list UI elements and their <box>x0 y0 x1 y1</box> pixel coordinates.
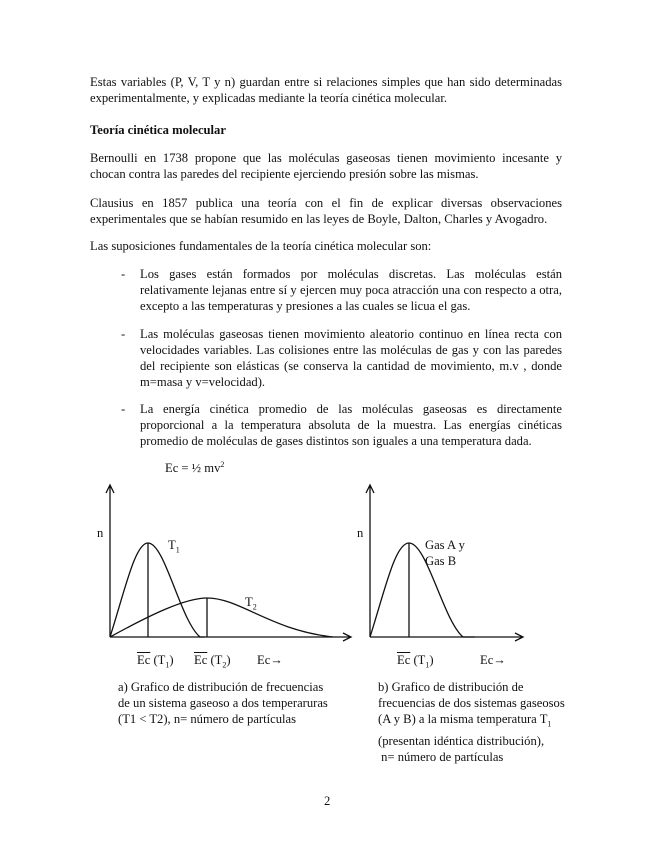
label: T <box>168 538 176 552</box>
figure-b-y-axis <box>366 485 374 637</box>
tick-ec-t2 <box>194 652 231 674</box>
figure-b-x-axis <box>370 633 523 641</box>
line <box>378 711 565 733</box>
figure-a-caption <box>118 679 328 727</box>
line: experimentales que se habían resumido en las leyes de Boyle, Dalton, Charles y Avogadro. <box>90 212 548 226</box>
label: T <box>245 595 253 609</box>
figure-b-caption <box>378 679 565 765</box>
line: Gas B <box>425 554 457 568</box>
line: a) Grafico de distribución de frecuencias <box>118 680 324 694</box>
suposiciones-text: Las suposiciones fundamentales de la teoría cinética molecular son: <box>90 239 432 253</box>
bullet-marker: - <box>121 327 126 341</box>
text: presentan idéntica distribución), <box>382 733 545 748</box>
line <box>378 733 565 749</box>
figure-a-y-axis <box>106 485 114 637</box>
line: (T1 < T2), n= número de partículas <box>118 712 296 726</box>
bullet-marker: - <box>121 402 126 416</box>
formula-sup: 2 <box>220 460 225 469</box>
sub: 1 <box>547 719 552 729</box>
line: del recipiente son elásticas (se conserva la cantidad de movimiento, m.v , donde <box>140 359 562 373</box>
bullet-marker: - <box>121 267 126 281</box>
sub: 1 <box>165 660 170 670</box>
formula-text: Ec = ½ mv <box>165 461 221 476</box>
curve-gas-label <box>425 537 465 569</box>
pre: (T <box>410 653 426 667</box>
figure-b-y-label: n <box>357 526 364 540</box>
line: de un sistema gaseoso a dos temperaruras <box>118 696 328 710</box>
line: promedio de moléculas de gases distintos son iguales a una temperatura dada. <box>140 434 532 448</box>
line: Las moléculas gaseosas tienen movimiento aleatorio continuo en línea recta con <box>140 327 562 341</box>
page-number: 2 <box>324 794 331 808</box>
curve-t2 <box>110 598 333 637</box>
post: ) <box>429 653 434 667</box>
line: relativamente lejanas entre sí y ejercen muy poca atracción una con respecto a otra, <box>140 283 562 297</box>
curve-t1 <box>110 543 205 637</box>
line: b) Grafico de distribución de <box>378 680 524 694</box>
curve-t1-label <box>168 537 180 559</box>
line: Bernoulli en 1738 propone que las moléculas gaseosas tienen movimiento incesante y <box>90 151 562 165</box>
section-heading: Teoría cinética molecular <box>90 123 226 137</box>
sub: 1 <box>425 660 430 670</box>
ec: $\overline{Ec}$ <box>194 653 208 667</box>
figure-a-y-label: n <box>97 526 104 540</box>
figure-b-x-label: Ec→ <box>480 653 506 667</box>
line: velocidades variables. Las colisiones entre las moléculas de gas y con las paredes <box>140 343 562 357</box>
pre: (T <box>150 653 166 667</box>
line: Estas variables (P, V, T y n) guardan entre si relaciones simples que han sido determinadas <box>90 75 562 89</box>
post: ) <box>226 653 231 667</box>
line: excepto a las temperaturas y presiones a las cuales se licua el gas. <box>140 299 471 313</box>
line: frecuencias de dos sistemas gaseosos <box>378 696 565 710</box>
line: n= número de partículas <box>378 749 504 764</box>
curve-t2-label <box>245 594 257 616</box>
tick-ec-t1-b <box>397 652 434 674</box>
post: ) <box>169 653 174 667</box>
line: experimentalmente, y explicadas mediante la teoría cinética molecular. <box>90 91 448 105</box>
sub: 2 <box>252 602 257 612</box>
tick-ec-t1 <box>137 652 174 674</box>
text: (A y B) a la misma temperatura T <box>378 712 548 726</box>
line: chocan contra las paredes del recipiente ejerciendo presión sobre las mismas. <box>90 167 479 181</box>
line: Clausius en 1857 publica una teoría con el fin de explicar diversas observaciones <box>90 196 562 210</box>
ec: $\overline{Ec}$ <box>137 653 151 667</box>
figure-a-x-label: Ec→ <box>257 653 283 667</box>
ec: $\overline{Ec}$ <box>397 653 411 667</box>
line: Los gases están formados por moléculas discretas. Las moléculas están <box>140 267 562 281</box>
line: proporcional a la temperatura absoluta de la muestra. Las energías cinéticas <box>140 418 562 432</box>
line: Gas A y <box>425 538 465 552</box>
paren: ( <box>378 733 383 748</box>
line: m=masa y v=velocidad). <box>140 375 266 389</box>
sub: 1 <box>175 545 180 555</box>
sub: 2 <box>222 660 227 670</box>
line: La energía cinética promedio de las moléculas gaseosas es directamente <box>140 402 562 416</box>
pre: (T <box>207 653 223 667</box>
